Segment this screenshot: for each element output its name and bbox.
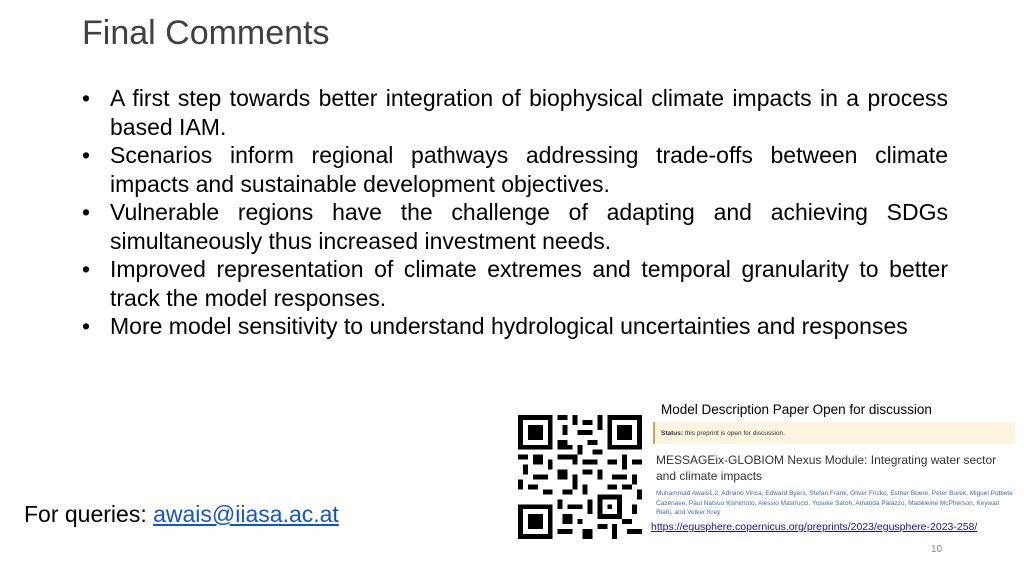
bullet-text: More model sensitivity to understand hydrological uncertainties and responses	[110, 313, 908, 339]
bullet-item	[82, 198, 948, 255]
slide-title: Final Comments	[82, 14, 330, 52]
email-link[interactable]: awais@iiasa.ac.at	[153, 501, 339, 527]
page-number: 10	[931, 544, 943, 555]
bullet-text: A first step towards better integration of biophysical climate impacts in a process based IAM.	[110, 85, 948, 140]
paper-preview[interactable]	[653, 422, 1015, 518]
bullet-item	[82, 84, 948, 141]
paper-caption: Model Description Paper Open for discussion	[661, 402, 932, 417]
bullet-text: Improved representation of climate extremes and temporal granularity to better track the model responses.	[110, 256, 948, 311]
bullet-icon: •	[82, 85, 91, 111]
bullet-icon: •	[82, 313, 91, 339]
bullet-icon: •	[82, 199, 91, 225]
status-text: this preprint is open for discussion.	[684, 430, 785, 437]
paper-status	[653, 422, 1015, 444]
paper-link[interactable]: https://egusphere.copernicus.org/preprints/2023/egusphere-2023-258/	[651, 521, 978, 533]
bullet-item	[82, 255, 948, 312]
bullet-icon: •	[82, 256, 91, 282]
paper-authors: Muhammad Awais1,2, Adriano Vinca, Edward Byers, Stefan Frank, Oliver Fricko, Esther Boere, Peter Burek, Miguel Poblete Cazenave, Paul Natsuo Kishimoto, Alessio Mastrucci, Yusuke Satoh, Amanda Palazzo, Madeleine McPherson, Keywan Riahi, and Volker Krey	[656, 490, 1013, 516]
bullet-text: Scenarios inform regional pathways addressing trade-offs between climate impacts and sustainable development objectives.	[110, 142, 948, 197]
bullet-icon: •	[82, 142, 91, 168]
paper-title: MESSAGEix-GLOBIOM Nexus Module: Integrating water sector and climate impacts	[656, 453, 997, 483]
contact-line	[24, 501, 339, 528]
bullet-text: Vulnerable regions have the challenge of adapting and achieving SDGs simultaneously thus increased investment needs.	[110, 199, 948, 254]
bullet-item	[82, 141, 948, 198]
contact-label: For queries:	[24, 501, 147, 527]
bullet-list	[82, 84, 948, 341]
qr-code-icon[interactable]	[518, 415, 642, 539]
bullet-item	[82, 312, 948, 341]
status-label: Status:	[661, 430, 684, 437]
